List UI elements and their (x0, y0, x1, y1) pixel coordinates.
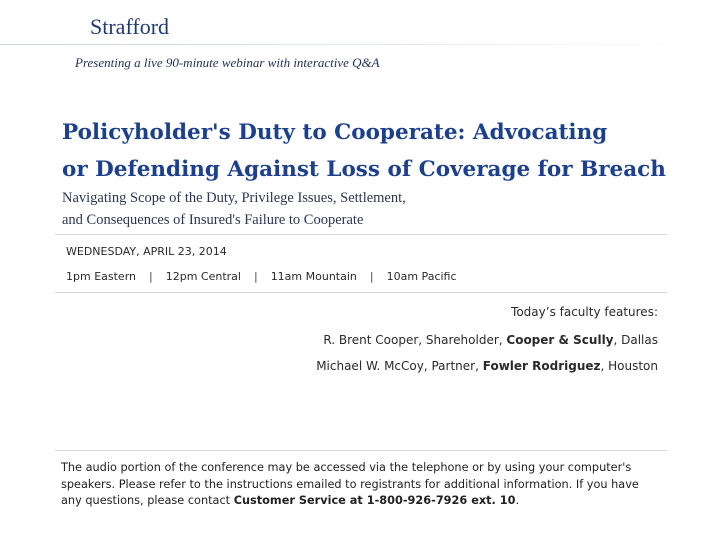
time-eastern: 1pm Eastern (66, 270, 136, 283)
webinar-date: WEDNESDAY, APRIL 23, 2014 (66, 245, 227, 258)
time-separator: | (253, 270, 258, 283)
audio-instructions (61, 460, 661, 510)
title-line-2: or Defending Against Loss of Coverage for Breach (62, 157, 666, 182)
time-separator: | (149, 270, 153, 283)
time-mountain: 11am Mountain (270, 270, 357, 283)
time-pacific: 10am Pacific (386, 270, 457, 283)
divider-middle (55, 292, 667, 293)
time-separator: | (369, 270, 374, 283)
footer-end: . (515, 494, 520, 507)
webinar-tagline: Presenting a live 90-minute webinar with interactive Q&A (75, 55, 380, 70)
faculty-heading: Today’s faculty features: (511, 305, 658, 319)
faculty-city: , Houston (600, 359, 658, 373)
faculty-firm: Cooper & Scully (506, 333, 614, 347)
webinar-title (62, 114, 712, 188)
divider-bottom (55, 450, 667, 451)
title-line-1: Policyholder's Duty to Cooperate: Advocating (62, 120, 608, 145)
footer-text: The audio portion of the conference may be accessed via the telephone or by using your computer's speakers. Please refer to the instructions emailed to registrants for additional information. If you have any questions, please contact (61, 461, 639, 507)
subtitle-line-2: and Consequences of Insured's Failure to Cooperate (62, 212, 364, 228)
faculty-firm: Fowler Rodriguez (482, 359, 601, 373)
subtitle-line-1: Navigating Scope of the Duty, Privilege Issues, Settlement, (62, 190, 406, 206)
faculty-section (316, 305, 658, 385)
faculty-member (316, 333, 658, 347)
webinar-subtitle (62, 187, 662, 231)
faculty-name-role: R. Brent Cooper, Shareholder, (323, 333, 507, 347)
faculty-city: , Dallas (613, 333, 658, 347)
strafford-logo: Strafford (90, 14, 170, 39)
faculty-member (316, 359, 658, 373)
customer-service-contact: Customer Service at 1-800-926-7926 ext. 10 (233, 494, 516, 507)
header-divider (0, 44, 720, 45)
time-central: 12pm Central (165, 270, 241, 283)
faculty-name-role: Michael W. McCoy, Partner, (316, 359, 483, 373)
divider-top (55, 234, 667, 235)
webinar-times (66, 270, 457, 283)
